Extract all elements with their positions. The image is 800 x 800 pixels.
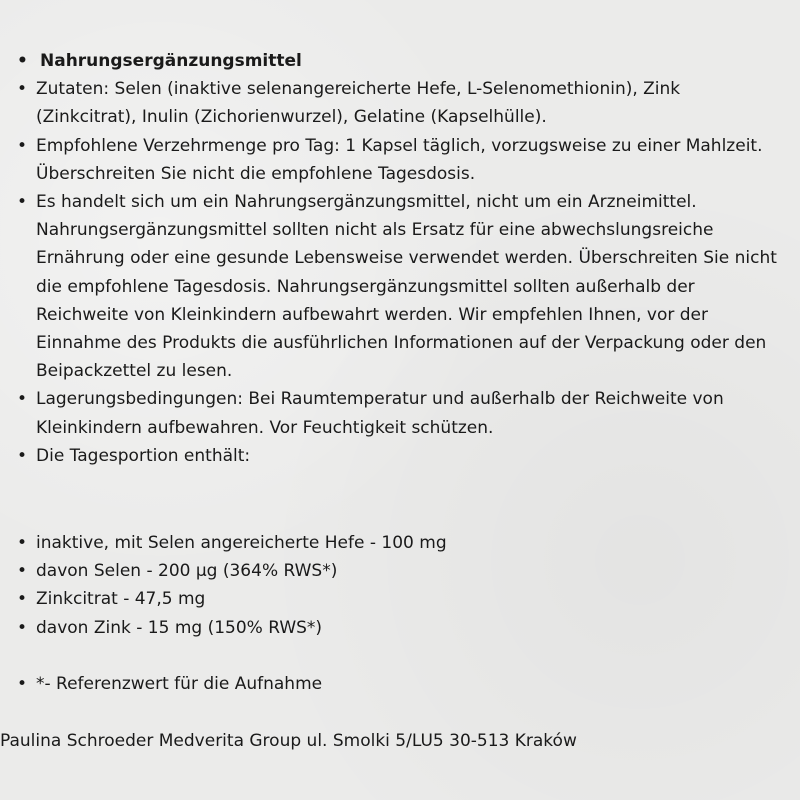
list-item xyxy=(0,614,800,642)
bullet-icon: • xyxy=(17,589,28,610)
daily-portion-heading-text: Die Tagesportion enthält: xyxy=(36,445,251,466)
bullet-icon: • xyxy=(17,389,28,410)
list-item-product-type xyxy=(0,47,800,75)
manufacturer-address: Paulina Schroeder Medverita Group ul. Smolki 5/LU5 30-513 Kraków xyxy=(0,731,577,751)
recommended-dose-text: Empfohlene Verzehrmenge pro Tag: 1 Kapsel täglich, vorzugsweise zu einer Mahlzeit. Überschreiten Sie nicht die empfohlene Tagesdosis. xyxy=(36,135,763,184)
list-item-footnote xyxy=(0,670,800,698)
storage-text: Lagerungsbedingungen: Bei Raumtemperatur und außerhalb der Reichweite von Kleinkindern aufbewahren. Vor Feuchtigkeit schützen. xyxy=(36,389,724,438)
daily-portion-yeast: inaktive, mit Selen angereicherte Hefe - 100 mg xyxy=(36,533,447,553)
list-item xyxy=(0,529,800,557)
product-type-text: Nahrungsergänzungsmittel xyxy=(40,51,302,71)
daily-portion-zinc: davon Zink - 15 mg (150% RWS*) xyxy=(36,617,323,638)
list-item-recommended-dose xyxy=(0,132,800,188)
list-item-daily-portion-heading xyxy=(0,442,800,470)
footnote-list xyxy=(0,670,800,698)
daily-portion-list xyxy=(0,529,800,642)
bullet-icon: • xyxy=(17,192,28,213)
bullet-icon: • xyxy=(17,445,28,466)
bullet-icon: • xyxy=(17,561,28,582)
bullet-icon: • xyxy=(17,617,28,638)
list-item-disclaimer xyxy=(0,188,800,385)
list-item-storage xyxy=(0,385,800,441)
bullet-icon: • xyxy=(17,79,28,100)
ingredients-text: Zutaten: Selen (inaktive selenangereicherte Hefe, L-Selenomethionin), Zink (Zinkcitrat), Inulin (Zichorienwurzel), Gelatine (Kapselhülle). xyxy=(36,79,681,128)
bullet-icon: • xyxy=(17,533,28,553)
list-item xyxy=(0,585,800,613)
daily-portion-zinc-citrate: Zinkcitrat - 47,5 mg xyxy=(36,589,206,610)
list-item xyxy=(0,557,800,585)
daily-portion-selenium: davon Selen - 200 µg (364% RWS*) xyxy=(36,561,338,582)
bullet-icon: • xyxy=(17,135,28,156)
bullet-icon: • xyxy=(17,51,28,71)
disclaimer-text: Es handelt sich um ein Nahrungsergänzungsmittel, nicht um ein Arzneimittel. Nahrungsergänzungsmittel sollten nicht als Ersatz für eine abwechslungsreiche Ernährung oder eine gesunde Lebensweise verwendet werden. Überschreiten Sie nicht die empfohlene Tagesdosis. Nahrungsergänzungsmittel sollten außerhalb der Reichweite von Kleinkindern aufbewahrt werden. Wir empfehlen Ihnen, vor der Einnahme des Produkts die ausführlichen Informationen auf der Verpackung oder den Beipackzettel zu lesen. xyxy=(36,192,777,382)
bullet-icon: • xyxy=(17,674,28,694)
list-item-ingredients xyxy=(0,75,800,131)
product-info-list xyxy=(0,47,800,470)
footnote-text: *- Referenzwert für die Aufnahme xyxy=(36,674,323,694)
